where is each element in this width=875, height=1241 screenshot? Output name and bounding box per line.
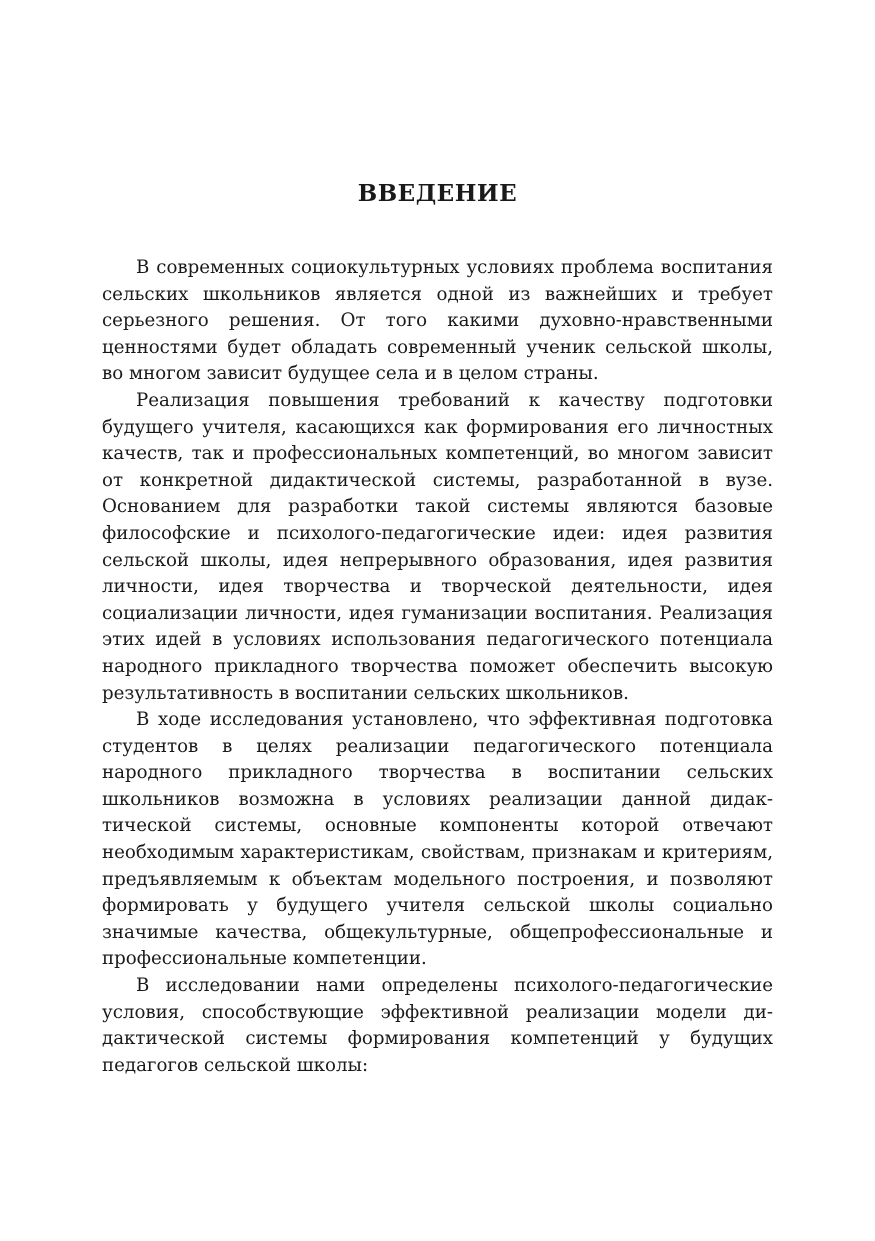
paragraph-4: В исследовании нами определены психолого-педагогические условия, способствующие эффективной реализации модели дидактической системы формирования компетенций у будущих педагогов сельской школы: [102,975,773,1076]
paragraph-3: В ходе исследования установлено, что эффективная подготовка студентов в целях реализации педагогического потенциала народного прикладного творчества в воспитании сельских школьников возможна в условиях реализации данной дидактической системы, основные компоненты которой отвечают необходимым характеристикам, свойствам, признакам и критериям, предъявляемым к объектам модельного построения, и позволяют формировать у будущего учителя сельской школы социально значимые качества, общекультурные, общепрофессиональные и профессиональные компетенции. [102,709,773,970]
body-text [102,255,773,1079]
chapter-title: ВВЕДЕНИЕ [357,180,518,207]
paragraph-1: В современных социокультурных условиях проблема воспитания сельских школьников является одной из важнейших и требует серьезного решения. От того какими духовно-нравственными ценностями будет обладать современный ученик сельской школы, во многом зависит будущее села и в целом страны. [102,257,773,385]
paragraph-2: Реализация повышения требований к качеству подготовки будущего учителя, касающихся как формирования его личностных качеств, так и профессиональных компетенций, во многом зависит от конкретной дидактической системы, разработанной в вузе. Основанием для разработки такой системы являются базовые философские и психолого-педагогические идеи: идея развития сельской школы, идея непрерывного образования, идея развития личности, идея творчества и творческой деятельности, идея социализации личности, идея гуманизации воспитания. Реализация этих идей в условиях использования педагогического потенциала народного прикладного творчества поможет обеспечить высокую результативность в воспитании сельских школьников. [102,389,773,704]
